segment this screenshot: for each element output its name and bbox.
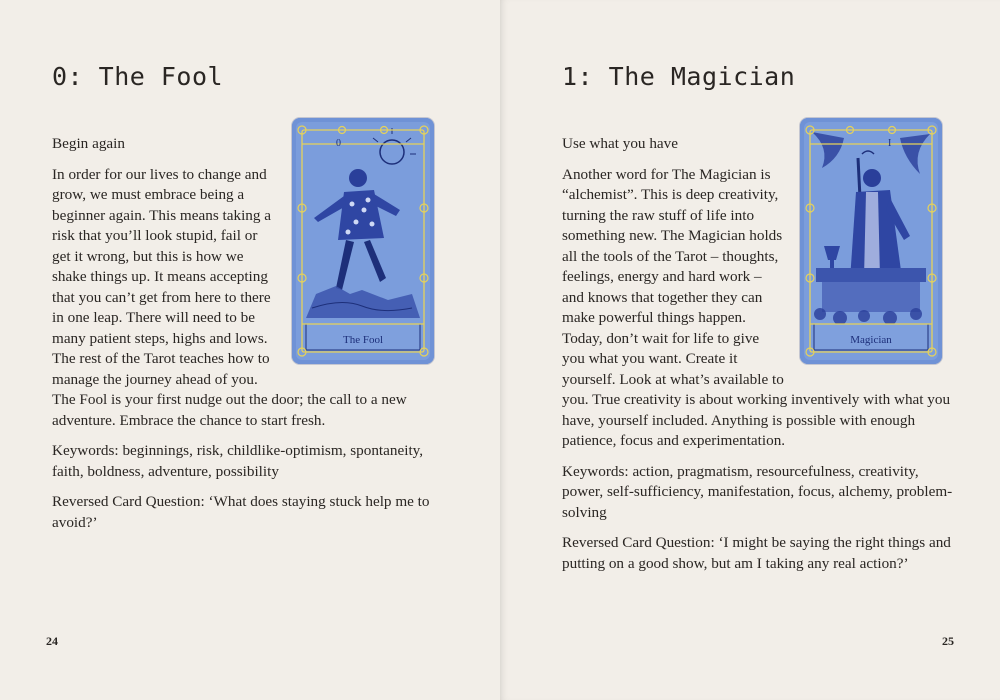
- subtitle: Use what you have: [562, 135, 678, 152]
- page-title: 0: The Fool: [52, 62, 224, 91]
- reversed-question-paragraph: Reversed Card Question: ‘What does staying stuck help me to avoid?’: [52, 493, 430, 531]
- card-label: Magician: [850, 334, 892, 346]
- card-label: The Fool: [342, 334, 384, 346]
- keywords-paragraph: Keywords: beginnings, risk, childlike-optimism, spontaneity, faith, boldness, adventure, possibility: [52, 442, 424, 480]
- card-number: I: [888, 138, 892, 149]
- body-paragraph: In order for our lives to change and grow, we must embrace being a beginner again. This means taking a risk that you’ll look stupid, fail or get it wrong, but this is how we shake things up. It means accepting that you can’t get from here to there in one leap. There will need to be many patient steps, highs and lows. The rest of the Tarot teaches how to manage the journey ahead of you. The Fool is your first nudge out the door; the call to a new adventure. Embrace the chance to start fresh.: [52, 165, 407, 429]
- card-number: 0: [336, 138, 341, 149]
- subtitle: Begin again: [52, 135, 125, 152]
- page-body: [52, 134, 444, 543]
- page-title: 1: The Magician: [562, 62, 796, 91]
- page-number: 24: [46, 634, 58, 648]
- reversed-question-paragraph: Reversed Card Question: ‘I might be saying the right things and putting on a good show, but am I taking any real action?’: [562, 534, 951, 572]
- body-paragraph: Another word for The Magician is “alchemist”. This is deep creativity, turning the raw stuff of life into something new. The Magician holds all the tools of the Tarot – thoughts, feelings, energy and hard work – and knows that together they can make powerful things happen. Today, don’t wait for life to give you what you want. Create it yourself. Look at what’s available to you. True creativity is about working inventively with what you have, yourself included. Anything is possible with enough patience, focus and experimentation.: [562, 165, 951, 449]
- right-page: [500, 0, 1000, 700]
- page-body: [562, 134, 962, 584]
- tarot-card-fool: [292, 118, 434, 364]
- magician-card-illustration: [800, 118, 942, 364]
- fool-card-illustration: [292, 118, 434, 364]
- tarot-card-magician: [800, 118, 942, 364]
- page-number: 25: [942, 634, 954, 648]
- keywords-paragraph: Keywords: action, pragmatism, resourcefulness, creativity, power, self-sufficiency, manifestation, focus, alchemy, problem-solving: [562, 462, 953, 521]
